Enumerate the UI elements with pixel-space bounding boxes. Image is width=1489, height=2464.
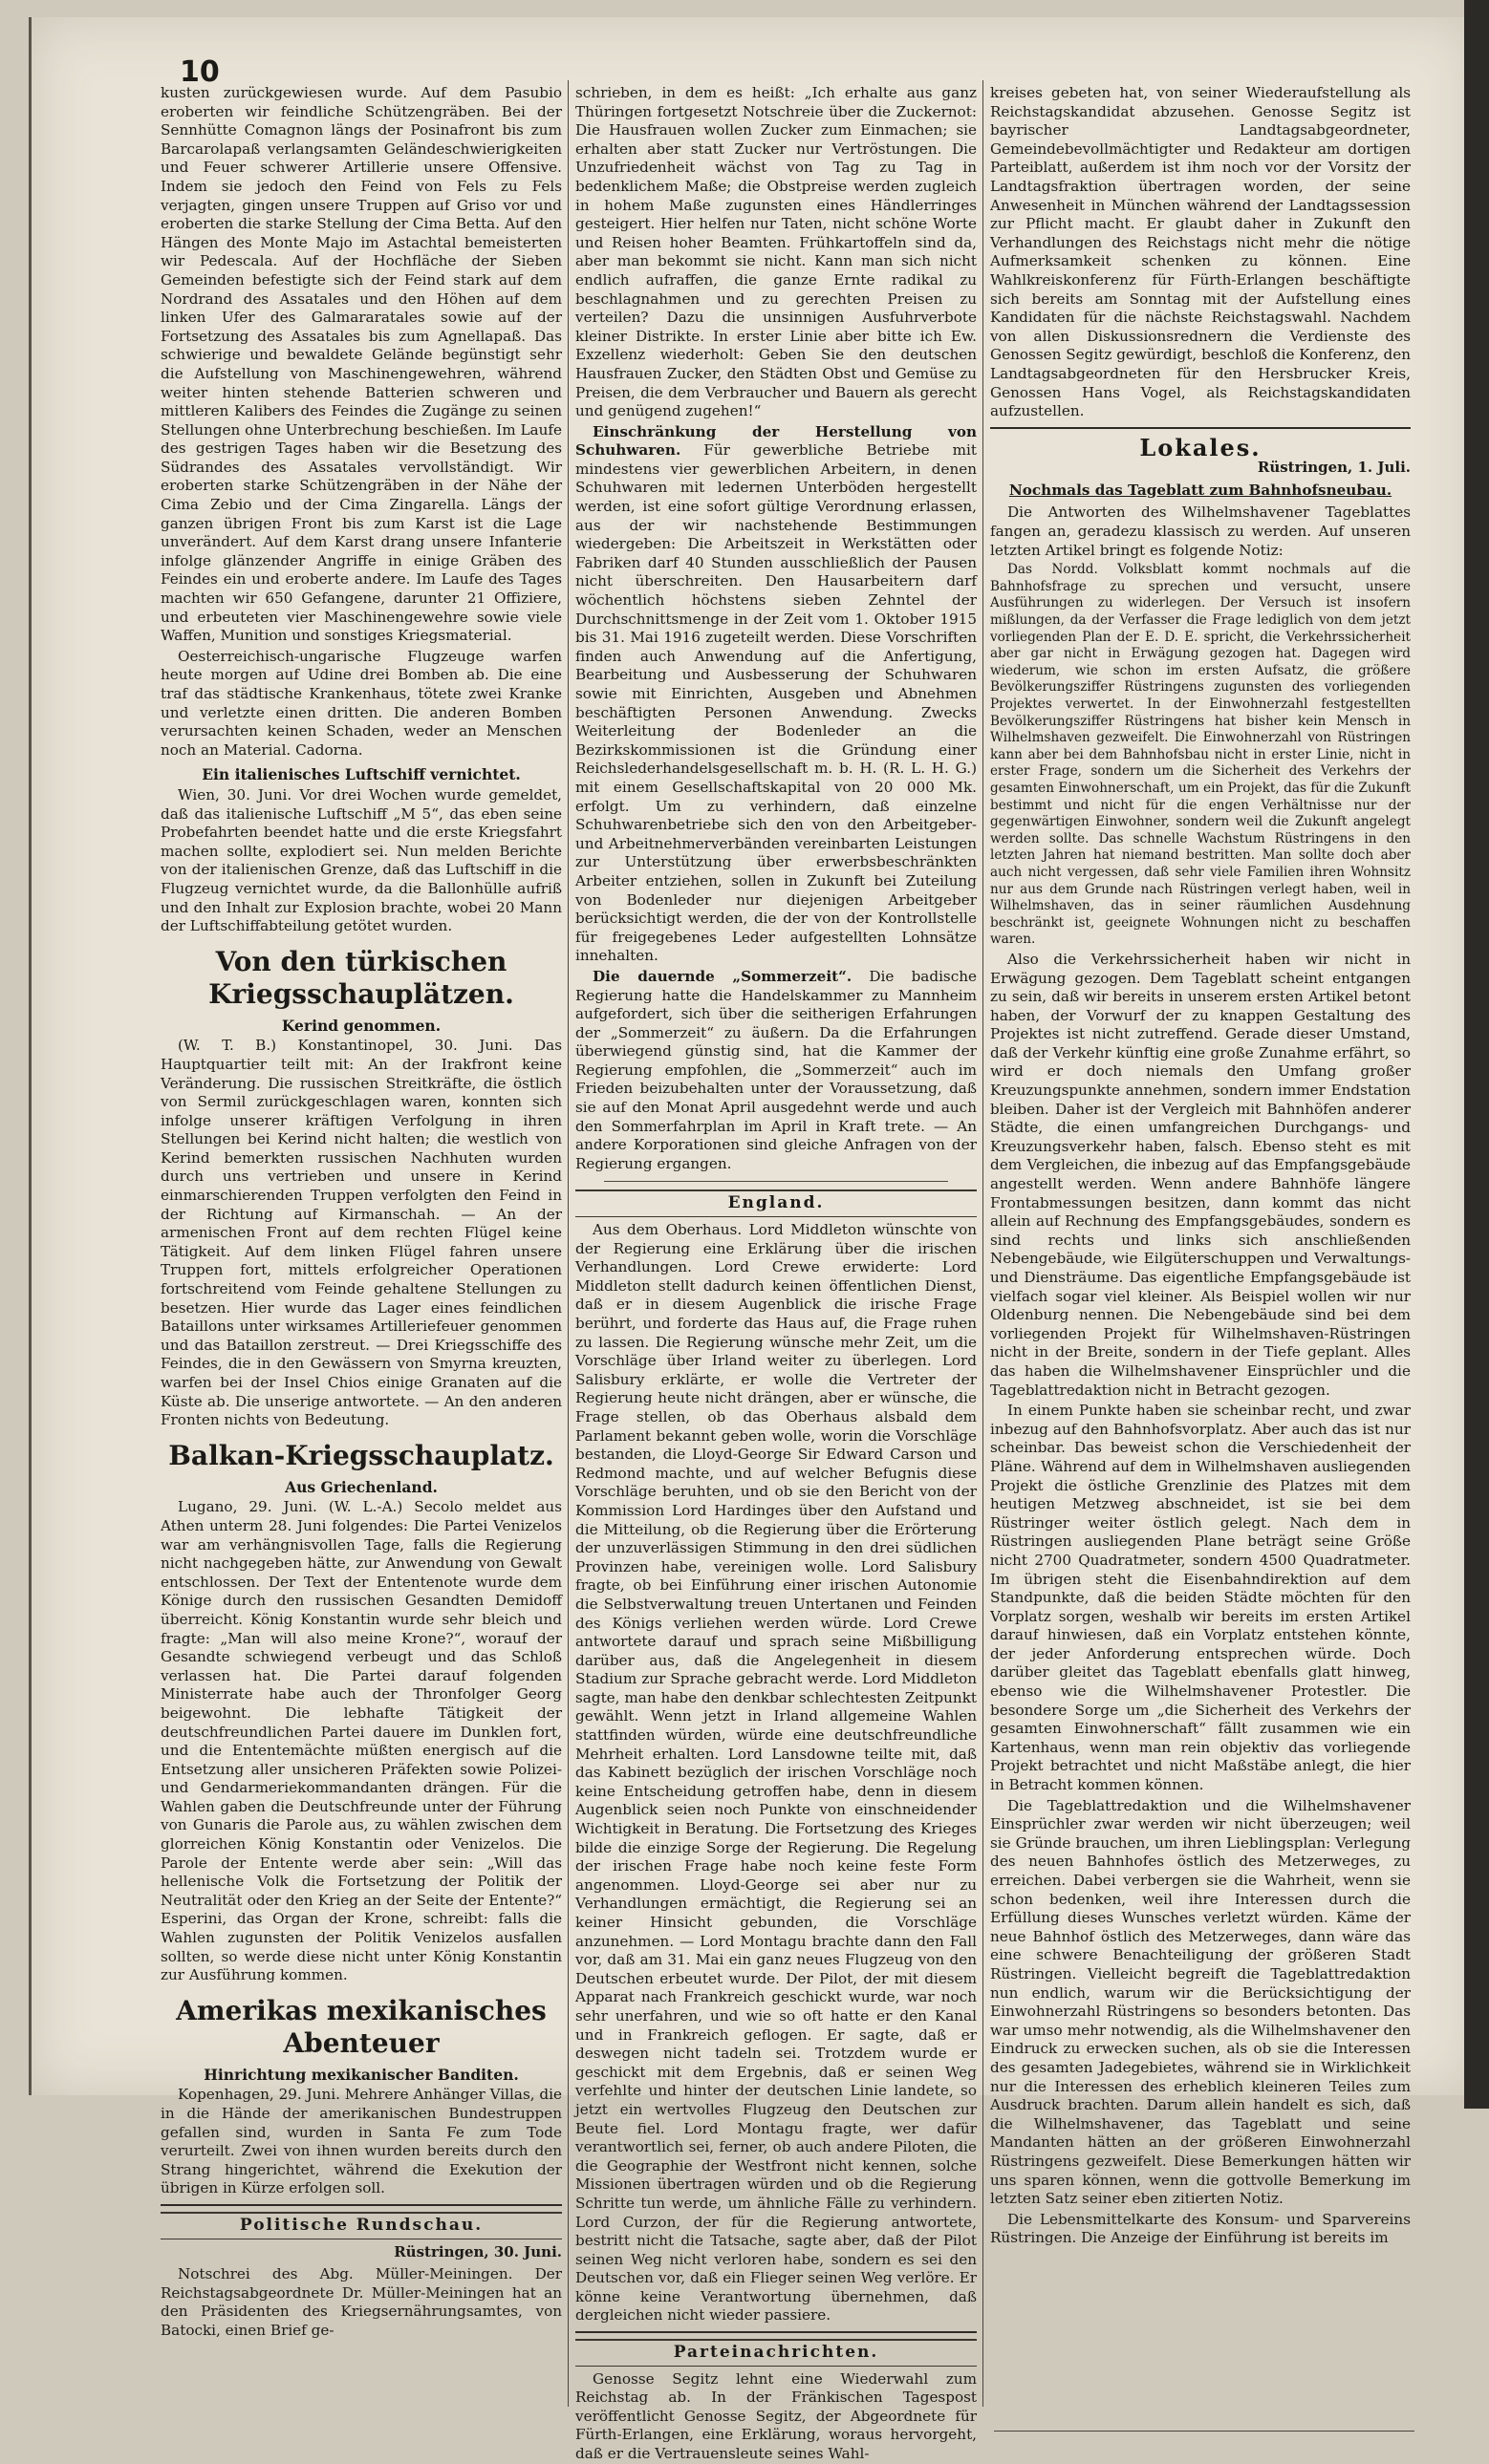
article-text: Oesterreichisch-ungarische Flugzeuge warfen heute morgen auf Udine drei Bomben ab. Die eine traf das städtische Krankenhaus, tötete zwei Kranke und verletzte einen dritten. Die anderen Bomben verursachten keinen Schaden, weder an Menschen noch an Material. Cadorna. <box>161 647 562 759</box>
headline-summertime: Die dauernde „Sommerzeit“. <box>593 967 852 985</box>
headline-local: Lokales. <box>1139 433 1262 461</box>
article-text: Wien, 30. Juni. Vor drei Wochen wurde gemeldet, daß das italienische Luftschiff „M 5“, das eben seine Probefahrten beendet hatte und die erste Kriegsfahrt machen sollte, explodiert sei. Nun melden Berichte von der italienischen Grenze, daß das Luftschiff in die Flugzeug vernichtet wurde, da die Ballonhülle aufriß und den Inhalt zur Explosion brachte, wobei 20 Mann der Luftschiffabteilung getötet wurden. <box>161 785 562 935</box>
headline-america: Amerikas mexikanisches Abenteuer <box>176 1994 547 2059</box>
article-text <box>575 968 977 1174</box>
article-text <box>575 423 977 966</box>
article-text: In einem Punkte haben sie scheinbar recht, und zwar inbezug auf den Bahnhofsvorplatz. Aber auch das ist nur scheinbar. Das beweist schon die Verschiedenheit der Pläne. Während auf dem in Wilhelmshaven ausliegenden Projekt die östliche Grenzlinie des Platzes mit dem heutigen Metzweg abschneidet, ist sie bei dem Rüstringer weiter östlich gelegt. Nach dem in Rüstringen ausliegenden Plane beträgt seine Größe nicht 2700 Quadratmeter, sondern 4500 Quadratmeter. Im übrigen steht die Eisenbahndirektion auf dem Standpunkte, daß die beiden Städte möchten für den Vorplatz sorgen, weshalb wir bereits im ersten Artikel darauf hinwiesen, daß ein Vorplatz entstehen könnte, der jeder Anforderung entsprechen würde. Doch darüber gleitet das Tageblatt ebenfalls glatt hinweg, ebenso wie die Wilhelmshavener Protestler. Die besondere Sorge um „die Sicherheit des Verkehrs der gesamten Einwohnerschaft“ fällt zusammen wie ein Kartenhaus, wenn man rein objektiv das vorliegende Projekt betrachtet und nicht Maßstäbe anlegt, die hier in Betracht kommen können. <box>990 1402 1411 1794</box>
binding-edge <box>1464 0 1489 2109</box>
article-text: kusten zurückgewiesen wurde. Auf dem Pasubio eroberten wir feindliche Schützengräben. Bei der Sennhütte Comagnon längs der Posinafront bis zum Barcarolapaß verlangsamten Geländeschwierigkeiten und Feuer schwerer Artillerie unsere Offensive. Indem sie jedoch den Feind von Fels zu Fels verjagten, gingen unsere Truppen auf Griso vor und eroberten die starke Stellung der Cima Betta. Auf den Hängen des Monte Majo im Astachtal bemeisterten wir Pedescala. Auf der Hochfläche der Sieben Gemeinden befestigte sich der Feind stark auf dem Nordrand des Assatales und den Höhen auf dem linken Ufer des Galmararatales sowie auf der Fortsetzung des Assatales bis zum Agnellapaß. Das schwierige und bewaldete Gelände begünstigt sehr die Aufstellung von Maschinengewehren, während weiter hinten stehende Batterien schweren und mittleren Kalibers des Feindes die Zugänge zu seinen Stellungen ohne Unterbrechung beschießen. Im Laufe des gestrigen Tages haben wir die Besetzung des Südrandes des Assatales vervollständigt. Wir eroberten starke Schützengräben in der Nähe der Cima Zebio und der Cima Zingarella. Längs der ganzen übrigen Front bis zum Karst ist die Lage unverändert. Auf dem Karst drang unsere Infanterie infolge glänzender Angriffe in einige Gräben des Feindes ein und eroberte andere. Im Laufe des Tages machten wir 650 Gefangene, darunter 21 Offiziere, und erbeuteten vier Maschinengewehre sowie viele Waffen, Munition und sonstiges Kriegsmaterial. <box>161 84 562 645</box>
column-1 <box>161 84 562 2426</box>
headline-turkish-fronts: Von den türkischen Kriegsschauplätzen. <box>208 945 514 1010</box>
section-rule <box>990 427 1411 429</box>
article-text: Kopenhagen, 29. Juni. Mehrere Anhänger Villas, die in die Hände der amerikanischen Bundestruppen gefallen sind, wurden in Santa Fe zum Tode verurteilt. Zwei von ihnen wurden bereits durch den Strang hingerichtet, während die Exekution der übrigen in Kürze erfolgen soll. <box>161 2086 562 2197</box>
dateline: Rüstringen, 1. Juli. <box>1257 459 1411 477</box>
column-2 <box>575 84 978 2463</box>
dateline: Rüstringen, 30. Juni. <box>394 2242 562 2260</box>
article-text: Also die Verkehrssicherheit haben wir nicht in Erwägung gezogen. Dem Tageblatt scheint entgangen zu sein, daß wir bereits in unserem ersten Artikel betont haben, der Vorwurf der zu knappen Gestaltung des Projektes ist nicht zutreffend. Gerade dieser Umstand, daß der Verkehr künftig eine große Zunahme erfährt, so wird er doch niemals den Umfang großer Kreuzungspunkte annehmen, sondern immer Endstation bleiben. Daher ist der Vergleich mit Bahnhöfen anderer Städte, die einen umfangreichen Durchgangs- und Kreuzungsverkehr haben, falsch. Ebenso steht es mit dem Vergleichen, die inbezug auf das Empfangsgebäude angestellt werden. Wenn andere Bahnhöfe längere Frontabmessungen besitzen, dann kommt das nicht allein auf Rechnung des Empfangsgebäudes, sondern es sind rechts und links sich anschließenden Nebengebäude, wie Eilgüterschuppen und Verwaltungs- und Diensträume. Das eigentliche Empfangsgebäude ist vielfach sogar viel kleiner. Als Beispiel wollen wir nur Oldenburg nennen. Die Nebengebäude sind bei dem vorliegenden Projekt für Wilhelmshaven-Rüstringen nicht in der Breite, sondern in der Tiefe geplant. Alles das haben die Wilhelmshavener Einsprüchler und die Tageblattredaktion nicht in Betracht gezogen. <box>990 950 1411 1399</box>
headline-politics: Politische Rundschau. <box>161 2212 562 2239</box>
article-text: Die badische Regierung hatte die Handelskammer zu Mannheim aufgefordert, sich über die seitherigen Erfahrungen der „Sommerzeit“ zu äußern. Da die Erfahrungen überwiegend günstig sind, hat die Kammer der Regierung empfohlen, die „Sommerzeit“ auch im Frieden beizubehalten unter der Voraussetzung, daß sie auf den Monat April ausgedehnt werde und auch den Sommerfahrplan im April in Kraft trete. — An andere Korporationen sind gleiche Anfragen von der Regierung ergangen. <box>575 967 978 1172</box>
article-text: Die Tageblattredaktion und die Wilhelmshavener Einsprüchler zwar werden wir nicht überzeugen; weil sie Gründe brauchen, um ihren Lieblingsplan: Verlegung des neuen Bahnhofes östlich des Metzerweges, zu erreichen. Dabei verbergen sie die Wahrheit, wenn sie schon bedenken, weil ihre Interessen durch die Erfüllung dieses Wunsches verletzt würden. Käme der neue Bahnhof östlich des Metzerweges, dann wäre das eine schwere Benachteiligung der größeren Stadt Rüstringen. Vielleicht begreift die Tageblattredaktion nun endlich, warum wir die Berücksichtigung der Einwohnerzahl Rüstringens so besonders betonten. Das war umso mehr notwendig, als die Wilhelmshavener den Eindruck zu erwecken suchen, als ob sie die Interessen des gesamten Jadegebietes, während sie in Wirklichkeit nur die Interessen des erheblich kleineren Teiles zum Ausdruck brachten. Darum allein handelt es sich, daß die Wilhelmshavener, das Tageblatt und seine Mandanten hätten an der größeren Einwohnerzahl Rüstringens gezweifelt. Diese Bemerkungen hätten wir uns sparen können, wenn die gottvolle Bemerkung im letzten Satz seiner eben zitierten Notiz. <box>990 1796 1411 2208</box>
subheadline: Aus Griechenland. <box>285 1477 438 1496</box>
article-text: Für gewerbliche Betriebe mit mindestens vier gewerblichen Arbeitern, in denen Schuhwaren mit ledernen Unterböden hergestellt werden, ist eine sofort gültige Verordnung erlassen, aus der wir nachstehende Bestimmungen wiedergeben: Die Arbeitszeit in Werkstätten oder Fabriken darf 40 Stunden ausschließlich der Pausen nicht überschreiten. Den Hausarbeitern darf wöchentlich höchstens sieben Zehntel der Durchschnittsmenge in der Zeit vom 1. Oktober 1915 bis 31. Mai 1916 zugeteilt werden. Diese Vorschriften finden auch Anwendung auf die Anfertigung, Bearbeitung und Ausbesserung der Schuhwaren sowie mit Einrichten, Ausgeben und Abnehmen beschäftigten Personen Anwendung. Zwecks Weiterleitung der Bodenleder an die Bezirkskommissionen ist die Gründung einer Reichslederhandelsgesellschaft m. b. H. (R. L. H. G.) mit einem Gesellschaftskapital von 20 000 Mk. erfolgt. Um zu verhindern, daß einzelne Schuhwarenbetriebe sich den von den Arbeitgeber- und Arbeitnehmerverbänden vereinbarten Leistungen zur Unterstützung über erwerbsbeschränkten Arbeiter entziehen, sollen in Zukunft bei Zuteilung von Bodenleder nur diejenigen Arbeitgeber berücksichtigt werden, die der von der Kontrollstelle für freigegebenes Leder aufgestellten Lohnsätze innehalten. <box>575 441 977 965</box>
article-text: Notschrei des Abg. Müller-Meiningen. Der Reichstagsabgeordnete Dr. Müller-Meiningen hat an den Präsidenten des Kriegsernährungsamtes, von Batocki, einen Brief ge- <box>161 2265 562 2339</box>
article-text: Lugano, 29. Juni. (W. L.-A.) Secolo meldet aus Athen unterm 28. Juni folgendes: Die Partei Venizelos war am verhängnisvollen Tage, falls die Regierung nicht nachgegeben hätte, zur Anwendung von Gewalt entschlossen. Der Text der Ententenote wurde dem Könige durch den russischen Gesandten Demidoff überreicht. König Konstantin wurde sehr bleich und fragte: „Man will also meine Krone?“, worauf der Gesandte schwiegend verbeugt und das Schloß verlassen hat. Die Partei darauf folgenden Ministerrate habe auch der Thronfolger Georg beigewohnt. Die lebhafte Tätigkeit der deutschfreundlichen Partei dauere im Dunklen fort, und die Ententemächte müßten energisch auf die Entsetzung aller unsicheren Präfekten sowie Polizei- und Gendarmeriekommandanten drängen. Für die Wahlen gaben die Deutschfreunde unter der Führung von Gunaris die Parole aus, zu wählen zwischen dem glorreichen König Konstantin oder Venizelos. Die Parole der Entente werde aber sein: „Will das hellenische Volk die Fortsetzung der Politik der Neutralität oder den Krieg an der Seite der Entente?“ Esperini, das Organ der Krone, schreibt: falls die Wahlen zugunsten der Politik Venizelos ausfallen sollten, so werde diese nicht unter König Konstantin zur Ausführung kommen. <box>161 1498 562 1984</box>
bottom-rule <box>994 2431 1414 2432</box>
subheadline: Hinrichtung mexikanischer Banditen. <box>204 2065 519 2084</box>
subheadline: Kerind genommen. <box>281 1016 442 1035</box>
article-text: (W. T. B.) Konstantinopel, 30. Juni. Das Hauptquartier teilt mit: An der Irakfront keine Veränderung. Die russischen Streitkräfte, die östlich von Sermil zurückgeschlagen waren, konnten sich infolge unserer kräftigen Verfolgung in ihren Stellungen bei Kerind nicht halten; die westlich von Kerind bemerkten russischen Nachhuten wurden durch uns vertrieben und unsere in Kerind einmarschierenden Truppen verfolgten den Feind in der Richtung auf Kirmanschah. — An der armenischen Front auf dem rechten Flügel keine Tätigkeit. Auf dem linken Flügel fahren unsere Truppen fort, mittels erfolgreicher Operationen fortschreitend vom Feinde gehaltene Stellungen zu besetzen. Hier wurde das Lager eines feindlichen Bataillons unter wirksames Artilleriefeuer genommen und das Bataillon zerstreut. — Drei Kriegsschiffe des Feindes, die in den Gewässern von Smyrna kreuzten, warfen bei der Insel Chios einige Granaten auf die Küste ab. Die unserige antwortete. — An den anderen Fronten nichts von Bedeutung. <box>161 1037 562 1429</box>
page-number: 10 <box>180 55 220 89</box>
headline-england: England. <box>575 1189 977 1217</box>
column-3 <box>990 84 1411 2426</box>
headline-balkan: Balkan-Kriegsschauplatz. <box>168 1439 554 1471</box>
section-rule <box>604 1181 948 1182</box>
headline-shoes: Einschränkung der Herstellung von Schuhwaren. <box>575 422 977 460</box>
quoted-text: Das Nordd. Volksblatt kommt nochmals auf die Bahnhofsfrage zu sprechen und versucht, unsere Ausführungen zu widerlegen. Der Versuch ist insofern mißlungen, da der Verfasser die Frage lediglich von dem jetzt vorliegenden Plan der E. D. E. spricht, die Verkehrssicherheit aber gar nicht in Erwägung gezogen hat. Dagegen wird wiederum, wie schon im ersten Aufsatz, die größere Bevölkerungsziffer Rüstringens zugunsten des vorliegenden Projektes verwertet. In der Einwohnerzahl festgestellten Bevölkerungsziffer Rüstringens hat bisher kein Mensch in Wilhelmshaven gezweifelt. Die Einwohnerzahl von Rüstringen kann aber bei dem Bahnhofsbau nicht in erster Linie, nicht in erster Frage, sondern um die Sicherheit des Verkehrs der gesamten Einwohnerschaft, um ein Projekt, das für die Zukunft bestimmt und nicht für die engen Verhältnisse nur der gegenwärtigen Einwohner, sondern weil die Zukunft angelegt werden sollte. Das schnelle Wachstum Rüstringens in den letzten Jahren hat niemand bestritten. Man sollte doch aber auch nicht vergessen, daß sehr viele Familien ihren Wohnsitz nur aus dem Grunde nach Rüstringen verlegt haben, weil in Wilhelmshaven, das in seiner räumlichen Ausdehnung beschränkt ist, geeignete Wohnungen nicht zu beschaffen waren. <box>990 562 1411 948</box>
article-text: Genosse Segitz lehnt eine Wiederwahl zum Reichstag ab. In der Fränkischen Tagespost veröffentlicht Genosse Segitz, der Abgeordnete für Fürth-Erlangen, eine Erklärung, woraus hervorgeht, daß er die Vertrauensleute seines Wahl- <box>575 2369 977 2463</box>
headline-airship: Ein italienisches Luftschiff vernichtet. <box>202 765 521 784</box>
section-rule <box>575 2331 977 2333</box>
section-rule <box>161 2204 562 2206</box>
column-rule <box>982 80 983 2407</box>
article-text: kreises gebeten hat, von seiner Wiederaufstellung als Reichstagskandidat abzusehen. Genosse Segitz ist bayrischer Landtagsabgeordneter, Gemeindebevollmächtigter und Redakteur am dortigen Parteiblatt, außerdem ist ihm noch vor der Vorsitz der Landtagsfraktion übertragen worden, der seine Anwesenheit in München während der Landtagssession zur Pflicht macht. Er glaubt daher in Zukunft den Verhandlungen des Reichstags nicht mehr die nötige Aufmerksamkeit schenken zu können. Eine Wahlkreiskonferenz für Fürth-Erlangen beschäftigte sich bereits am Sonntag mit der Aufstellung eines Kandidaten für die nächste Reichstagswahl. Nachdem von allen Diskussionsrednern die Verdienste des Genossen Segitz gewürdigt, beschloß die Konferenz, den Landtagsabgeordneten für den Hersbrucker Kreis, Genossen Hans Vogel, als Reichstagskandidaten aufzustellen. <box>990 84 1411 420</box>
headline-party-news: Parteinachrichten. <box>575 2339 977 2367</box>
article-text: Die Antworten des Wilhelmshavener Tageblattes fangen an, geradezu klassisch zu werden. Auf unseren letzten Artikel bringt es folgende Notiz: <box>990 504 1411 559</box>
article-text: Aus dem Oberhaus. Lord Middleton wünschte von der Regierung eine Erklärung über die irischen Verhandlungen. Lord Crewe erwiderte: Lord Middleton stellt dadurch keinen öffentlichen Dienst, daß er in diesem Augenblick die irische Frage berührt, und forderte das Haus auf, die Frage ruhen zu lassen. Die Regierung wünsche mehr Zeit, um die Vorschläge über Irland weiter zu überlegen. Lord Salisbury erklärte, er wolle die Vertreter der Regierung heute nicht drängen, aber er wünsche, die Frage stellen, ob das Oberhaus alsbald dem Parlament bekannt geben wolle, worin die Vorschläge bestanden, die Lloyd-George Sir Edward Carson und Redmond machte, und auf welcher Befugnis diese Vorschläge beruhten, und ob sie den Bericht von der Kommission Lord Hardinges über den Aufstand und die Mitteilung, ob die Regierung über die Erörterung der unzuverlässigen Stimmung in den drei südlichen Provinzen habe, vereinigen wolle. Lord Salisbury fragte, ob bei Einführung einer irischen Autonomie die Selbstverwaltung treuen Untertanen und Feinden des Königs verliehen werden würde. Lord Crewe antwortete darauf und sprach seine Mißbilligung darüber aus, daß die Angelegenheit in diesem Stadium zur Sprache gebracht werde. Lord Middleton sagte, man habe den denkbar schlechtesten Zeitpunkt gewählt. Wenn jetzt in Irland allgemeine Wahlen stattfinden würden, würde eine deutschfreundliche Mehrheit erhalten. Lord Lansdowne teilte mit, daß das Kabinett bezüglich der irischen Vorschläge noch keine Entscheidung getroffen habe, denn in diesem Augenblick seien noch Punkte von einschneidender Wichtigkeit in Beratung. Die Fortsetzung des Krieges bilde die einzige Sorge der Regierung. Die Regelung der irischen Frage habe noch keine feste Form angenommen. Lloyd-George sei aber nur zu Verhandlungen ermächtigt, die Regierung sei an keiner Hinsicht gebunden, die Vorschläge anzunehmen. — Lord Montagu brachte dann den Fall vor, daß am 31. Mai ein ganz neues Flugzeug von den Deutschen erbeutet wurde. Der Pilot, der mit diesem Apparat nach Frankreich geschickt wurde, war noch sehr unerfahren, und wie so oft hatte er den Kanal und in Frankreich geflogen. Er sagte, daß er deswegen nicht tadeln sei. Trotzdem wurde er geschickt mit dem Ergebnis, daß er seinen Weg verfehlte und hinter der deutschen Linie landete, so jetzt ein wertvolles Flugzeug den Deutschen zur Beute fiel. Lord Montagu fragte, wer dafür verantwortlich sei, ferner, ob auch andere Piloten, die die Geographie der Westfront nicht kennen, solche Missionen übertragen würden und ob die Regierung Schritte tun werde, um ähnliche Fälle zu verhindern. Lord Curzon, der für die Regierung antwortete, bestritt nicht die Tatsache, sagte aber, daß der Pilot seinen Weg nicht verloren habe, sondern es sei den Deutschen vor, daß ein Flieger seinen Weg verlöre. Er könne keine Verantwortung übernehmen, daß dergleichen nicht wieder passiere. <box>575 1221 977 2325</box>
headline-station: Nochmals das Tageblatt zum Bahnhofsneubau. <box>1008 481 1392 499</box>
column-rule <box>568 80 569 2407</box>
article-text: schrieben, in dem es heißt: „Ich erhalte aus ganz Thüringen fortgesetzt Notschreie über die Zuckernot: Die Hausfrauen wollen Zucker zum Einmachen; sie erhalten aber statt Zucker nur Vertröstungen. Die Unzufriedenheit wächst von Tag zu Tag in bedenklichem Maße; die Obstpreise werden zugleich in hohem Maße zugunsten eines Händlerringes gesteigert. Hier helfen nur Taten, nicht schöne Worte und Reisen hoher Beamten. Frühkartoffeln sind da, aber man bekommt sie nicht. Kann man sich nicht endlich aufraffen, die ganze Ernte radikal zu beschlagnahmen und zu gerechten Preisen zu verteilen? Dazu die unsinnigen Ausfuhrverbote kleiner Distrikte. In erster Linie aber bitte ich Ew. Exzellenz wiederholt: Geben Sie den deutschen Hausfrauen Zucker, den Städten Obst und Gemüse zu Preisen, die dem Verbraucher und Bauern als gerecht und genügend zugehen!“ <box>575 84 977 420</box>
article-text: Die Lebensmittelkarte des Konsum- und Sparvereins Rüstringen. Die Anzeige der Einführung ist bereits im <box>990 2210 1411 2247</box>
